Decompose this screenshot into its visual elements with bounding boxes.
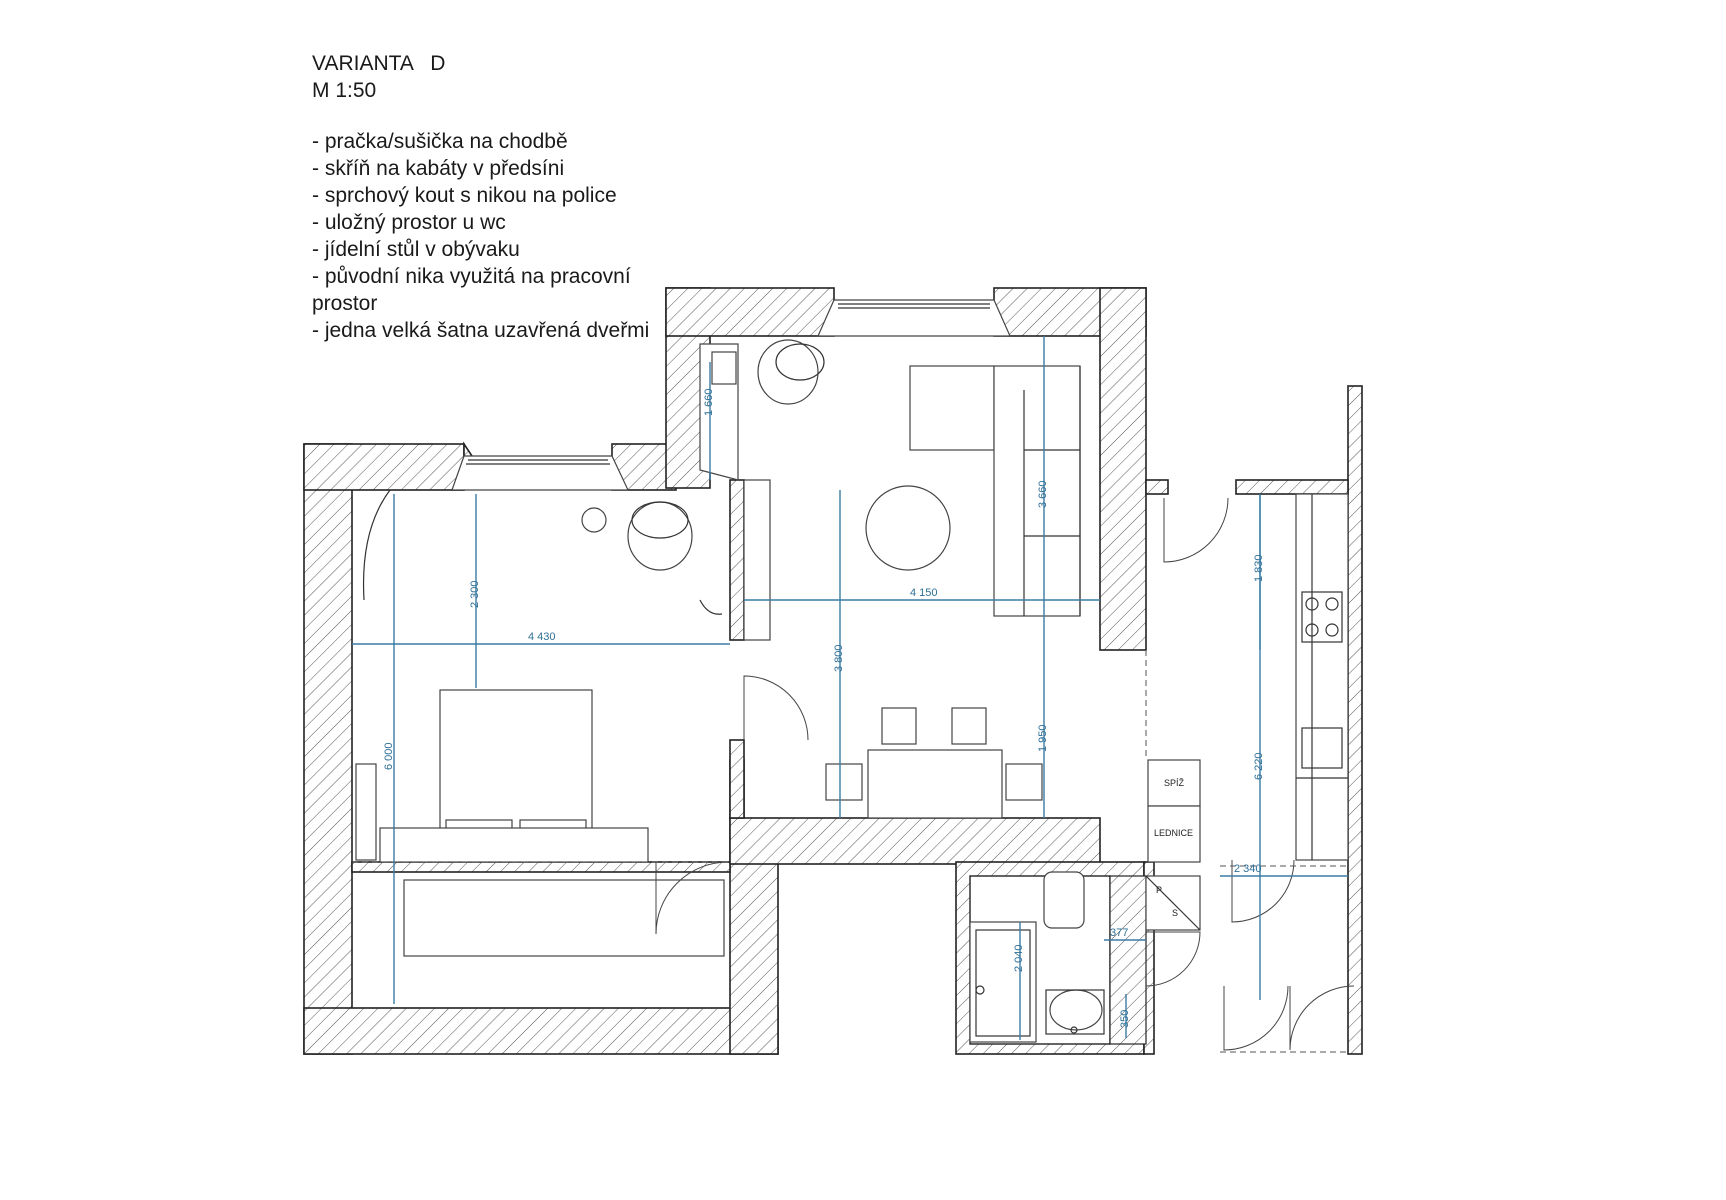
dim-hall-width: 2 340: [1234, 863, 1262, 875]
note-item: - uložný prostor u wc: [312, 211, 506, 234]
fridge-label: LEDNICE: [1154, 828, 1194, 838]
bedroom-chair: [582, 502, 692, 570]
note-item: - jídelní stůl v obývaku: [312, 238, 520, 261]
sofa: [910, 366, 1080, 616]
dim-kitchen-upper: 1 830: [1253, 554, 1265, 582]
living-window: [818, 300, 1010, 336]
dining-set: [826, 708, 1042, 818]
dim-wc-gap: 377: [1110, 927, 1129, 939]
bedroom-arc: [364, 490, 390, 600]
note-item: - jedna velká šatna uzavřená dveřmi: [312, 319, 650, 342]
dryer-label: S: [1172, 908, 1179, 918]
kitchen-counter: [1296, 494, 1348, 860]
dim-bedroom-depth: 6 000: [383, 742, 395, 770]
note-item: - pračka/sušička na chodbě: [312, 130, 568, 153]
note-item: - původní nika využitá na pracovní prostor: [312, 265, 631, 315]
dim-bedroom-width: 4 430: [528, 631, 556, 643]
dim-bedroom-to-bed: 2 300: [469, 580, 481, 608]
dim-niche: 1 660: [703, 388, 715, 416]
bedroom-corner-arc: [700, 600, 722, 614]
variant-title: VARIANTA D: [312, 52, 446, 75]
dim-bath-length: 2 040: [1013, 944, 1025, 972]
coffee-table: [866, 486, 950, 570]
dim-living-width: 4 150: [910, 587, 938, 599]
pantry-fridge: [1148, 760, 1200, 862]
living-wardrobe: [744, 480, 770, 640]
scale-label: M 1:50: [312, 79, 377, 102]
dim-living-right-upper: 3 660: [1037, 480, 1049, 508]
washer-label: P: [1156, 885, 1163, 895]
note-item: - sprchový kout s nikou na police: [312, 184, 617, 207]
dim-living-depth: 3 800: [833, 644, 845, 672]
bedroom-window: [452, 456, 628, 490]
note-item: - skříň na kabáty v předsíni: [312, 157, 565, 180]
dim-kitchen-length: 6 220: [1253, 752, 1265, 780]
armchair: [758, 340, 824, 404]
bed: [356, 690, 648, 862]
walk-in-closet: [352, 880, 730, 1008]
dim-living-right-lower: 1 950: [1037, 724, 1049, 752]
washer-dryer: [1146, 876, 1200, 930]
pantry-label: SPÍŽ: [1164, 778, 1185, 788]
dim-sink-gap: 350: [1119, 1009, 1131, 1028]
